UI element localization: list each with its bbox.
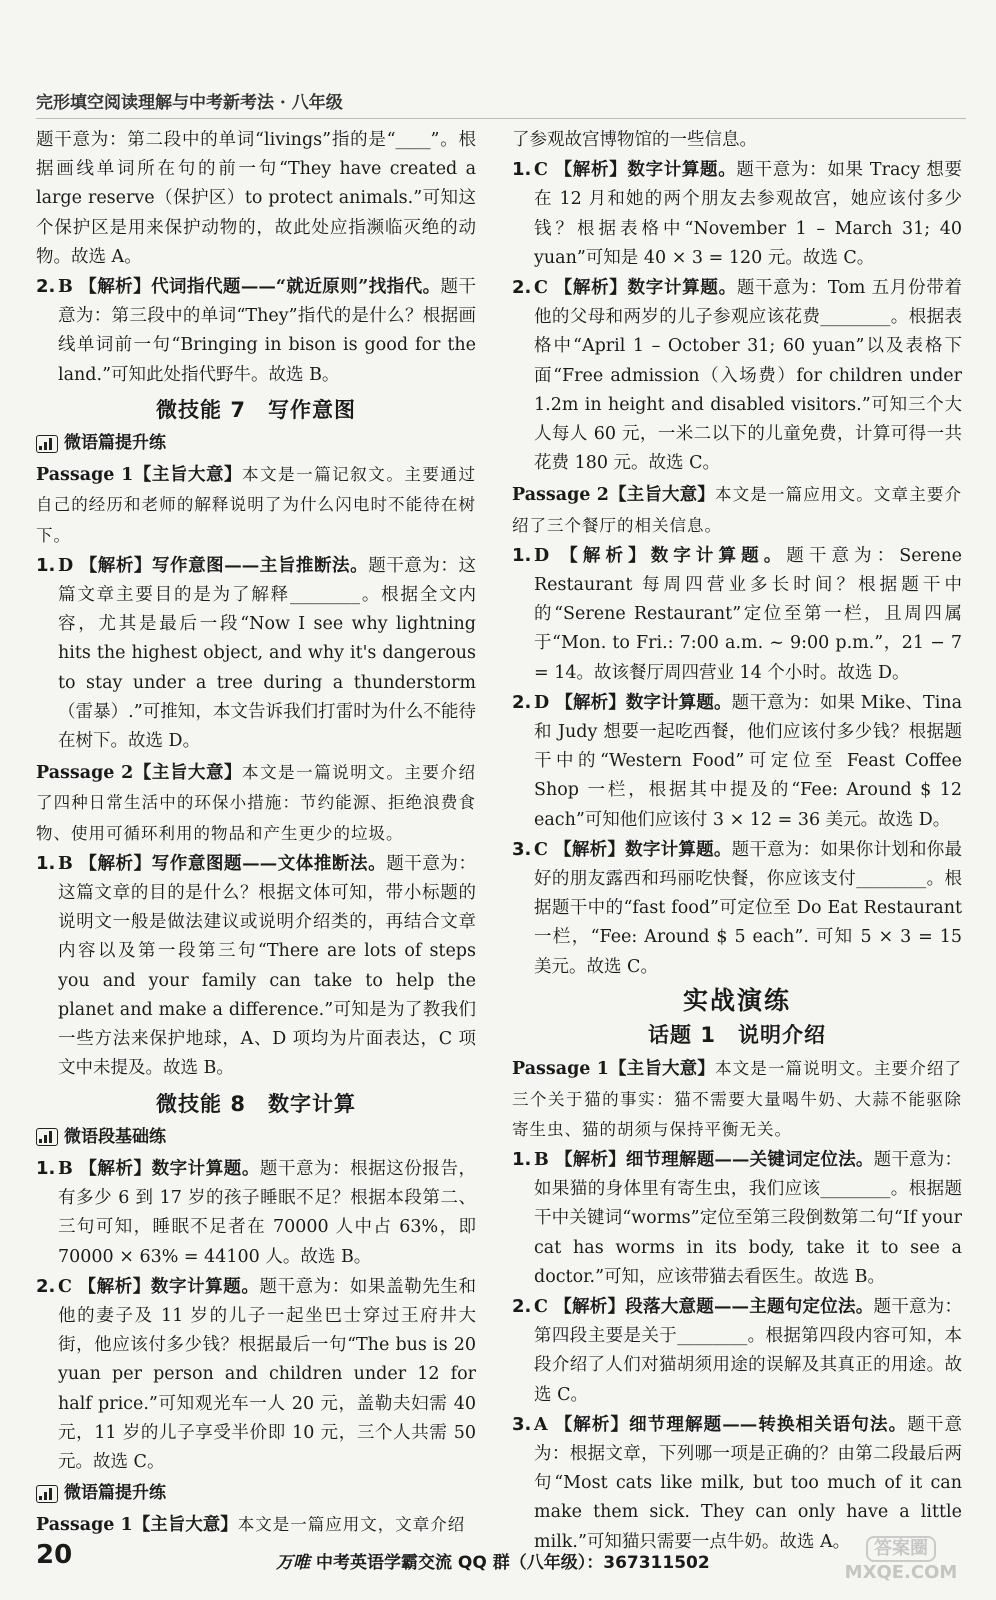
answer-item: 1. B 【解析】写作意图题——文体推断法。题干意为：这篇文章的目的是什么？根据文体可知，带小标题的说明文一般是做法建议或说明介绍类的，再结合文章内容以及第一段第三句“There are lots of steps you and your family can take to help the planet and make a difference.”可知是为了教我们一些方法来保护地球，A、D 项均为片面表达，C 项文中未提及。故选 B。 [36, 852, 477, 1079]
answer-item: 1. D 【解析】写作意图——主旨推断法。题干意为：这篇文章主要目的是为了解释________。根据全文内容，尤其是最后一段“Now I see why lightning hits the highest object, and why it's dangerous to stay under a tree during a thunderstorm（雷暴）.”可推知，本文告诉我们打雷时为什么不能待在树下。故选 D。 [36, 554, 476, 752]
right-column [512, 126, 962, 1557]
watermark: 答案圈 MXQE.COM [844, 1538, 958, 1583]
header-divider [36, 118, 966, 119]
answer-item: 2. D 【解析】数字计算题。题干意为：如果 Mike、Tina 和 Judy 想要一起吃西餐，他们应该付多少钱？根据题干中的“Western Food”可定位至 Feast Coffee Shop 一栏，根据其中提及的“Fee: Around $ 12 each”可知他们应该付 3 × 12 = 36 美元。故选 D。 [512, 691, 962, 830]
section-title: 微技能 8 数字计算 [156, 1091, 356, 1116]
running-header: 完形填空阅读理解与中考新考法 · 八年级 [36, 93, 343, 113]
continued-text: 题干意为：第二段中的单词“livings”指的是“____”。根据画线单词所在句的前一句“They have created a large reserve（保护区）to protect animals.”可知这个保护区是用来保护动物的，故此处应指濒临灭绝的动物。故选 A。 [36, 130, 476, 267]
bar-chart-icon [36, 1485, 58, 1503]
part-title: 实战演练 [682, 985, 791, 1015]
subsection-heading: 微语篇提升练 [36, 429, 476, 458]
passage-summary: Passage 1【主旨大意】本文是一篇记叙文。主要通过自己的经历和老师的解释说明了为什么闪电时不能待在树下。 [36, 465, 476, 545]
passage-summary: Passage 1【主旨大意】本文是一篇应用文，文章介绍 [36, 1515, 466, 1536]
left-column [36, 126, 476, 1541]
bar-chart-icon [36, 1128, 58, 1146]
answer-item: 1. D 【解析】数字计算题。题干意为：Serene Restaurant 每周四营业多长时间？根据题干中的“Serene Restaurant”定位至第一栏，且周四属于“Mon. to Fri.: 7:00 a.m. ~ 9:00 p.m.”，21 − 7 = 14。故该餐厅周四营业 14 个小时。故选 D。 [512, 544, 962, 683]
answer-item: 2. B 【解析】代词指代题——“就近原则”找指代。题干意为：第三段中的单词“They”指代的是什么？根据画线单词前一句“Bringing in bison is good for the land.”可知此处指代野牛。故选 B。 [36, 276, 477, 385]
answer-item: 1. B 【解析】数字计算题。题干意为：根据这份报告，有多少 6 到 17 岁的孩子睡眠不足？根据本段第二、三句可知，睡眠不足者在 70000 人中占 63%，即 70000 × 63% = 44100 人。故选 B。 [36, 1157, 477, 1267]
answer-item: 3. A 【解析】细节理解题——转换相关语句法。题干意为：根据文章，下列哪一项是正确的？由第二段最后两句“Most cats like milk, but too much of it can make them sick. They can only have a little milk.”可知猫只需要一点牛奶。故选 A。 [512, 1413, 963, 1552]
footer-text: 万唯 中考英语学霸交流 QQ 群（八年级）：367311502 [276, 1553, 710, 1573]
continued-text: 了参观故宫博物馆的一些信息。 [512, 130, 757, 150]
answer-item: 2. C 【解析】数字计算题。题干意为：如果盖勒先生和他的妻子及 11 岁的儿子一起坐巴士穿过王府井大街，他应该付多少钱？根据最后一句“The bus is 20 yuan per person and children under 12 for half price.”可知观光车一人 20 元，盖勒夫妇需 40 元，11 岁的儿子享受半价即 10 元，三个人共需 50 元。故选 C。 [36, 1275, 476, 1472]
topic-title: 话题 1 说明介绍 [648, 1023, 826, 1048]
answer-item: 2. C 【解析】数字计算题。题干意为：Tom 五月份带着他的父母和两岁的儿子参观应该花费________。根据表格中“April 1 – October 31; 60 yuan”以及表格下面“Free admission（入场费）for children under 1.2m in height and disabled visitors.”可知三个大人每人 60 元，一米二以下的儿童免费，计算可得一共花费 180 元。故选 C。 [512, 277, 962, 474]
section-title: 微技能 7 写作意图 [156, 397, 356, 422]
passage-summary: Passage 2【主旨大意】本文是一篇应用文。文章主要介绍了三个餐厅的相关信息。 [512, 485, 962, 535]
answer-item: 3. C 【解析】数字计算题。题干意为：如果你计划和你最好的朋友露西和玛丽吃快餐，你应该支付________。根据题干中的“fast food”可定位至 Do Eat Restaurant 一栏，“Fee: Around $ 5 each”. 可知 5 × 3 = 15 美元。故选 C。 [512, 838, 963, 977]
passage-summary: Passage 2【主旨大意】本文是一篇说明文。主要介绍了四种日常生活中的环保小措施：节约能源、拒绝浪费食物、使用可循环利用的物品和产生更少的垃圾。 [36, 763, 476, 843]
brand-logo: 万唯 [276, 1553, 310, 1573]
passage-summary: Passage 1【主旨大意】本文是一篇说明文。主要介绍了三个关于猫的事实：猫不需要大量喝牛奶、大蒜不能驱除寄生虫、猫的胡须与保持平衡无关。 [512, 1059, 962, 1139]
subsection-heading: 微语段基础练 [36, 1123, 476, 1152]
page-number: 20 [36, 1540, 73, 1570]
bar-chart-icon [36, 435, 58, 453]
answer-item: 1. C 【解析】数字计算题。题干意为：如果 Tracy 想要在 12 月和她的两个朋友去参观故宫，她应该付多少钱？根据表格中“November 1 – March 31; 40 yuan”可知是 40 × 3 = 120 元。故选 C。 [512, 159, 962, 268]
answer-item: 1. B 【解析】细节理解题——关键词定位法。题干意为：如果猫的身体里有寄生虫，我们应该________。根据题干中关键词“worms”定位至第三段倒数第二句“If your cat has worms in its body, take it to see a doctor.”可知，应该带猫去看医生。故选 B。 [512, 1148, 963, 1287]
answer-item: 2. C 【解析】段落大意题——主题句定位法。题干意为：第四段主要是关于________。根据第四段内容可知，本段介绍了人们对猫胡须用途的误解及其真正的用途。故选 C。 [512, 1295, 963, 1405]
subsection-heading: 微语篇提升练 [36, 1479, 476, 1508]
